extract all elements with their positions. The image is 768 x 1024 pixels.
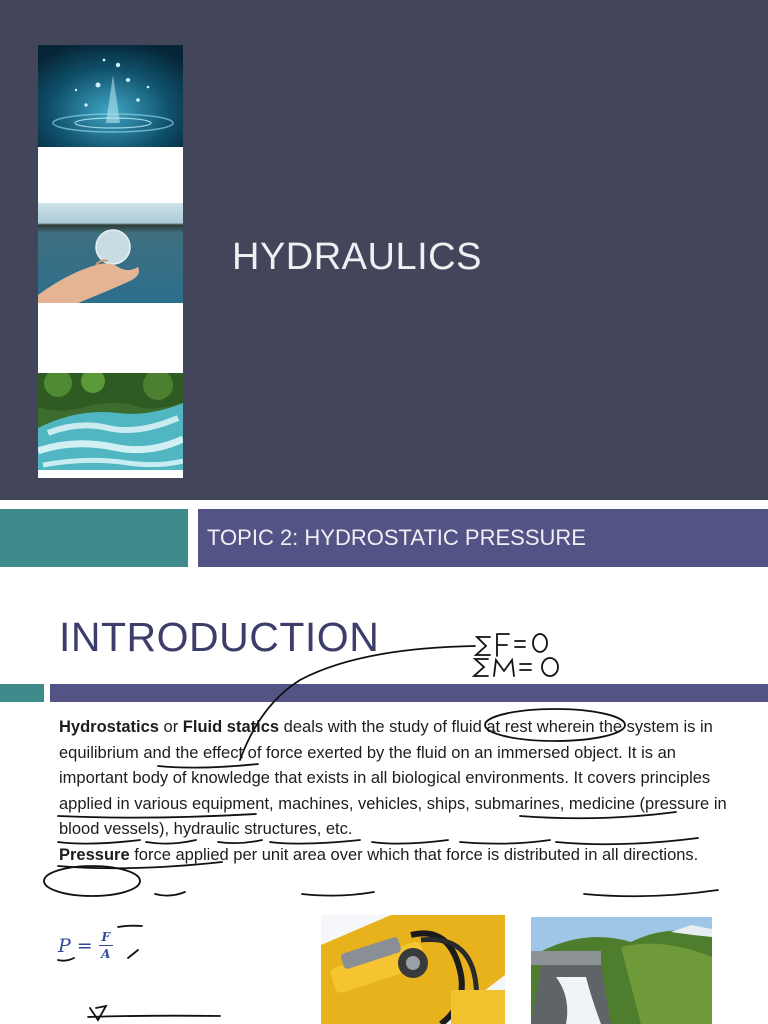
slide-title: HYDRAULICS [232,236,482,278]
formula-denominator: A [101,947,111,961]
fraction-bar [99,945,113,946]
dam-spillway-image [531,917,712,1024]
accent-band-teal [0,509,188,567]
formula-fraction [99,930,113,961]
hydraulic-machinery-image [321,915,505,1024]
formula-lhs: P [58,934,71,957]
definition-text: deals with the study of fluid at rest wherein the system is in equilibrium and the effect of force exerted by the fluid on an immersed object. It is an important body of knowledge that exists in all biological environments. It covers principles applied in various equipment, machines, vehicles, ships, submarines, medicine (pressure in blood vessels), hydraulic structures, etc. [59,718,727,838]
term-hydrostatics: Hydrostatics [59,718,159,736]
section-title: INTRODUCTION [59,614,380,660]
slide-hydraulics [0,0,768,500]
pressure-text: force applied per unit area over which that force is distributed in all directions. [129,845,699,864]
formula-numerator: F [101,930,110,944]
water-splash-image [38,45,183,147]
pressure-formula [58,930,113,961]
pressure-definition [59,843,729,869]
title-rule-purple [50,684,768,702]
term-fluid-statics: Fluid statics [182,718,280,736]
formula-equals: = [76,934,93,957]
river-rapids-image [38,373,183,470]
slide-separator [0,500,768,509]
glass-sphere-in-hand-image [38,203,183,303]
term-pressure: Pressure [59,845,130,864]
slide-subtitle: TOPIC 2: HYDROSTATIC PRESSURE [207,525,586,550]
hydrostatics-definition [59,715,729,843]
title-rule-teal [0,684,44,702]
intro-paragraph [59,715,729,868]
conjunction: or [158,718,183,736]
photo-strip [38,45,183,478]
